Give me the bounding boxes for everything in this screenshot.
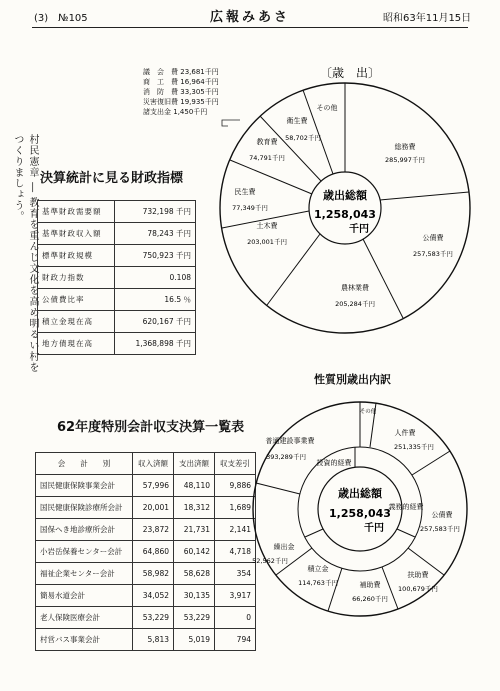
pie2-slice-value: 251,335千円 (394, 443, 434, 451)
pie1-divider (303, 90, 333, 174)
pie2-ring-divider (397, 529, 415, 537)
amount-cell: 60,142 (174, 541, 215, 563)
table-row: 基準財政収入額 78,243 千円 (38, 223, 196, 245)
pie2-slice-label: 人件費 (394, 429, 416, 437)
pie2-slice-value: 100,679千円 (398, 585, 438, 593)
pie1-slice-label: 土木費 (256, 222, 278, 230)
table-row (36, 563, 256, 585)
account-name-cell: 老人保険医療会計 (36, 607, 133, 629)
table-row: 積立金現在高 620,167 千円 (38, 311, 196, 333)
table-row (36, 541, 256, 563)
pie2-divider (328, 568, 342, 611)
amount-cell: 4,718 (215, 541, 256, 563)
pie2-slice-label: 繰出金 (273, 543, 295, 551)
pie2-slice-label: 普通建設事業費 (265, 437, 315, 445)
table-row: 基準財政需要額 732,198 千円 (38, 201, 196, 223)
pie2-slice-label: 補助費 (359, 581, 381, 589)
amount-cell: 64,860 (133, 541, 174, 563)
amount-cell: 18,312 (174, 497, 215, 519)
minor-expense-item: 商 工 費 16,964千円 (143, 78, 219, 86)
pie1-center-value: 1,258,043 (314, 208, 376, 221)
minor-expense-item: 諸支出金 1,450千円 (143, 108, 208, 116)
table-row (36, 629, 256, 651)
pie1-slice-value: 285,997千円 (385, 156, 425, 164)
pie1-slice-value: 74,791千円 (249, 154, 285, 162)
pie1-slice-label: 教育費 (256, 138, 278, 146)
pie1-slice-label: 農林業費 (341, 284, 369, 292)
amount-cell: 3,917 (215, 585, 256, 607)
pie2-slice-value: 393,289千円 (266, 453, 306, 461)
pie2-title: 性質別歳出内訳 (314, 373, 391, 386)
amount-cell: 30,135 (174, 585, 215, 607)
amount-cell: 5,019 (174, 629, 215, 651)
pie1-slice-value: 203,001千円 (247, 238, 287, 246)
pie1-center-unit: 千円 (349, 224, 369, 235)
account-name-cell: 村営バス事業会計 (36, 629, 133, 651)
pie2-center-value: 1,258,043 (329, 507, 391, 520)
amount-cell: 21,731 (174, 519, 215, 541)
amount-cell: 9,886 (215, 475, 256, 497)
amount-cell: 48,110 (174, 475, 215, 497)
pie2-slice-label: 扶助費 (407, 571, 429, 579)
table-row (36, 585, 256, 607)
accounts-title: 62年度特別会計収支決算一覧表 (57, 420, 245, 435)
pie1-slice-value: 257,583千円 (413, 250, 453, 258)
pie1-slice-label: 衛生費 (286, 117, 308, 125)
pie2-slice-value: 52,562千円 (252, 557, 288, 565)
amount-cell: 0 (215, 607, 256, 629)
table-row: 財政力指数 0.108 (38, 267, 196, 289)
minor-expense-item: 議 会 費 23,681千円 (143, 68, 219, 76)
pie2-slice-value: 114,763千円 (298, 579, 338, 587)
pie2-ring-label: 投資的経費 (316, 459, 352, 467)
pie2-slice-label: その他 (359, 409, 377, 415)
amount-cell: 53,229 (133, 607, 174, 629)
legend-leader-line (222, 120, 240, 126)
amount-cell: 354 (215, 563, 256, 585)
pie1-divider (260, 116, 321, 181)
table-row (36, 519, 256, 541)
issue-number: (3) №105 (34, 13, 88, 24)
pie2-divider (256, 483, 300, 494)
amount-cell: 23,872 (133, 519, 174, 541)
amount-cell: 5,813 (133, 629, 174, 651)
pie1-slice-value: 77,349千円 (232, 204, 268, 212)
amount-cell: 1,689 (215, 497, 256, 519)
minor-expense-item: 災害復旧費 19,935千円 (143, 98, 219, 106)
pie1-slice-label: 総務費 (394, 143, 416, 151)
village-charter-slogan: 村民憲章 ― 教育を重んじ文化を高め明るい村をつくりましょう。 (12, 134, 38, 374)
pie1-slice-label: 公債費 (422, 234, 444, 242)
amount-cell: 53,229 (174, 607, 215, 629)
pie2-slice-value: 257,583千円 (420, 525, 460, 533)
pie1-center-label: 歳出総額 (323, 189, 367, 202)
amount-cell: 34,052 (133, 585, 174, 607)
pie2-center-label: 歳出総額 (338, 487, 382, 500)
pie1-title: 〔歳 出〕 (320, 66, 381, 80)
account-name-cell: 国民健康保険事業会計 (36, 475, 133, 497)
pie2-slice-label: 公債費 (431, 511, 453, 519)
pie1-slice-value: 58,702千円 (285, 134, 321, 142)
indicators-title: 決算統計に見る財政指標 (40, 171, 184, 186)
table-header-row: 会 計 別 収入済額 支出済額 収支差引 (36, 453, 256, 475)
newsletter-title: 広報みあさ (210, 10, 291, 25)
pie1-slice-label: 民生費 (234, 188, 256, 196)
amount-cell: 57,996 (133, 475, 174, 497)
financial-indicators-table (37, 200, 196, 355)
amount-cell: 794 (215, 629, 256, 651)
special-accounts-table (35, 452, 256, 651)
table-row: 公債費比率 16.5 ％ (38, 289, 196, 311)
table-row: 標準財政規模 750,923 千円 (38, 245, 196, 267)
amount-cell: 58,628 (174, 563, 215, 585)
table-row (36, 497, 256, 519)
minor-expense-item: 消 防 費 33,305千円 (143, 88, 219, 96)
account-name-cell: 福祉企業センター会計 (36, 563, 133, 585)
pie1-divider (380, 192, 469, 200)
pie1-slice-value: 205,284千円 (335, 300, 375, 308)
pie1-slice-label: その他 (316, 104, 338, 112)
amount-cell: 58,982 (133, 563, 174, 585)
table-row (36, 475, 256, 497)
pie2-ring-label: 義務的経費 (388, 503, 424, 511)
amount-cell: 2,141 (215, 519, 256, 541)
header-rule (32, 27, 468, 28)
expenditure-by-nature-chart (245, 385, 475, 635)
table-row (36, 607, 256, 629)
account-name-cell: 国保へき地診療所会計 (36, 519, 133, 541)
pie2-ring-divider (305, 529, 323, 537)
account-name-cell: 小岩岳保養センター会計 (36, 541, 133, 563)
pie2-slice-label: 積立金 (307, 565, 329, 573)
account-name-cell: 簡易水道会計 (36, 585, 133, 607)
pie2-slice-value: 66,260千円 (352, 595, 388, 603)
account-name-cell: 国民健康保険診療所会計 (36, 497, 133, 519)
pie2-divider (412, 451, 450, 475)
issue-date: 昭和63年11月15日 (383, 13, 472, 24)
expenditure-pie-chart (200, 60, 490, 350)
pie2-center-unit: 千円 (364, 523, 384, 534)
amount-cell: 20,001 (133, 497, 174, 519)
table-row: 地方債現在高 1,368,898 千円 (38, 333, 196, 355)
